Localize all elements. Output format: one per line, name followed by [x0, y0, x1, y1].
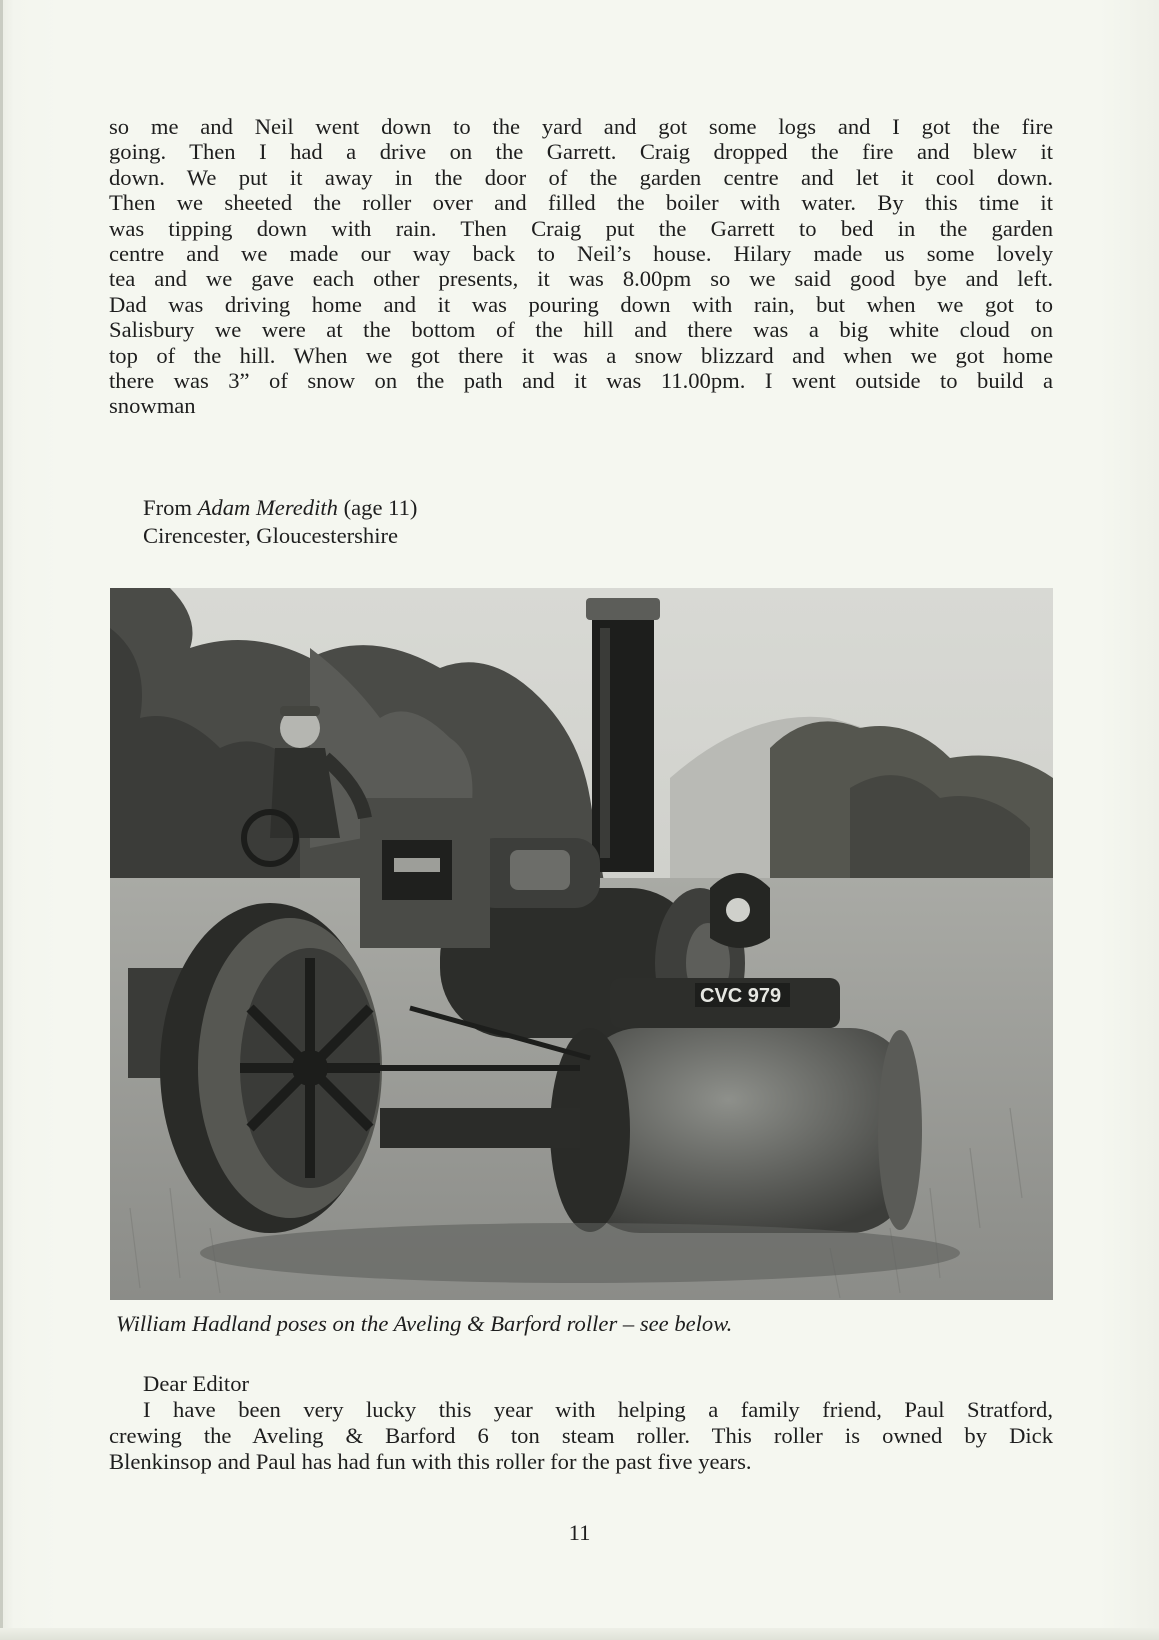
text-line: was tipping down with rain. Then Craig put the Garrett to bed in the garden [109, 215, 1053, 241]
text-line: crewing the Aveling & Barford 6 ton steam roller. This roller is owned by Dick [109, 1423, 1053, 1448]
page-number: 11 [568, 1520, 591, 1545]
text-line: snowman [109, 393, 196, 419]
letter-one-signature [143, 494, 843, 550]
photo-caption: William Hadland poses on the Aveling & Barford roller – see below. [116, 1311, 733, 1336]
text-line: so me and Neil went down to the yard and got some logs and I got the fire [109, 114, 1053, 139]
text-line: Then we sheeted the roller over and filled the boiler with water. By this time it [109, 190, 1053, 216]
text-line: Salisbury we were at the bottom of the hill and there was a big white cloud on [109, 317, 1053, 343]
signature-name: Adam Meredith [197, 495, 338, 520]
text-line: Blenkinsop and Paul has had fun with this roller for the past five years. [109, 1449, 752, 1474]
signature-age: (age 11) [337, 495, 418, 520]
steam-roller-illustration [110, 588, 1053, 1300]
text-line: there was 3” of snow on the path and it was 11.00pm. I went outside to build a [109, 368, 1053, 394]
text-line: down. We put it away in the door of the garden centre and let it cool down. [109, 164, 1053, 190]
letter-two-greeting: Dear Editor [143, 1371, 250, 1396]
text-line: Dad was driving home and it was pouring down with rain, but when we got to [109, 291, 1053, 317]
letter-one-body [109, 114, 1053, 419]
signature-prefix: From [143, 495, 198, 520]
steam-roller-photo [110, 588, 1053, 1300]
text-line: top of the hill. When we got there it was a snow blizzard and when we got home [109, 342, 1053, 368]
letter-two-body [109, 1397, 1053, 1475]
signature-location: Cirencester, Gloucestershire [143, 523, 399, 548]
text-line: centre and we made our way back to Neil’s house. Hilary made us some lovely [109, 241, 1053, 267]
page-edge-shadow [0, 0, 3, 1640]
signature-author-line [143, 494, 843, 522]
text-line: going. Then I had a drive on the Garrett. Craig dropped the fire and blew it [109, 139, 1053, 165]
plate-text: CVC 979 [700, 985, 782, 1007]
page-bottom-edge [0, 1628, 1159, 1640]
text-line: I have been very lucky this year with helping a family friend, Paul Stratford, [143, 1397, 1053, 1422]
text-line: tea and we gave each other presents, it was 8.00pm so we said good bye and left. [109, 266, 1053, 292]
